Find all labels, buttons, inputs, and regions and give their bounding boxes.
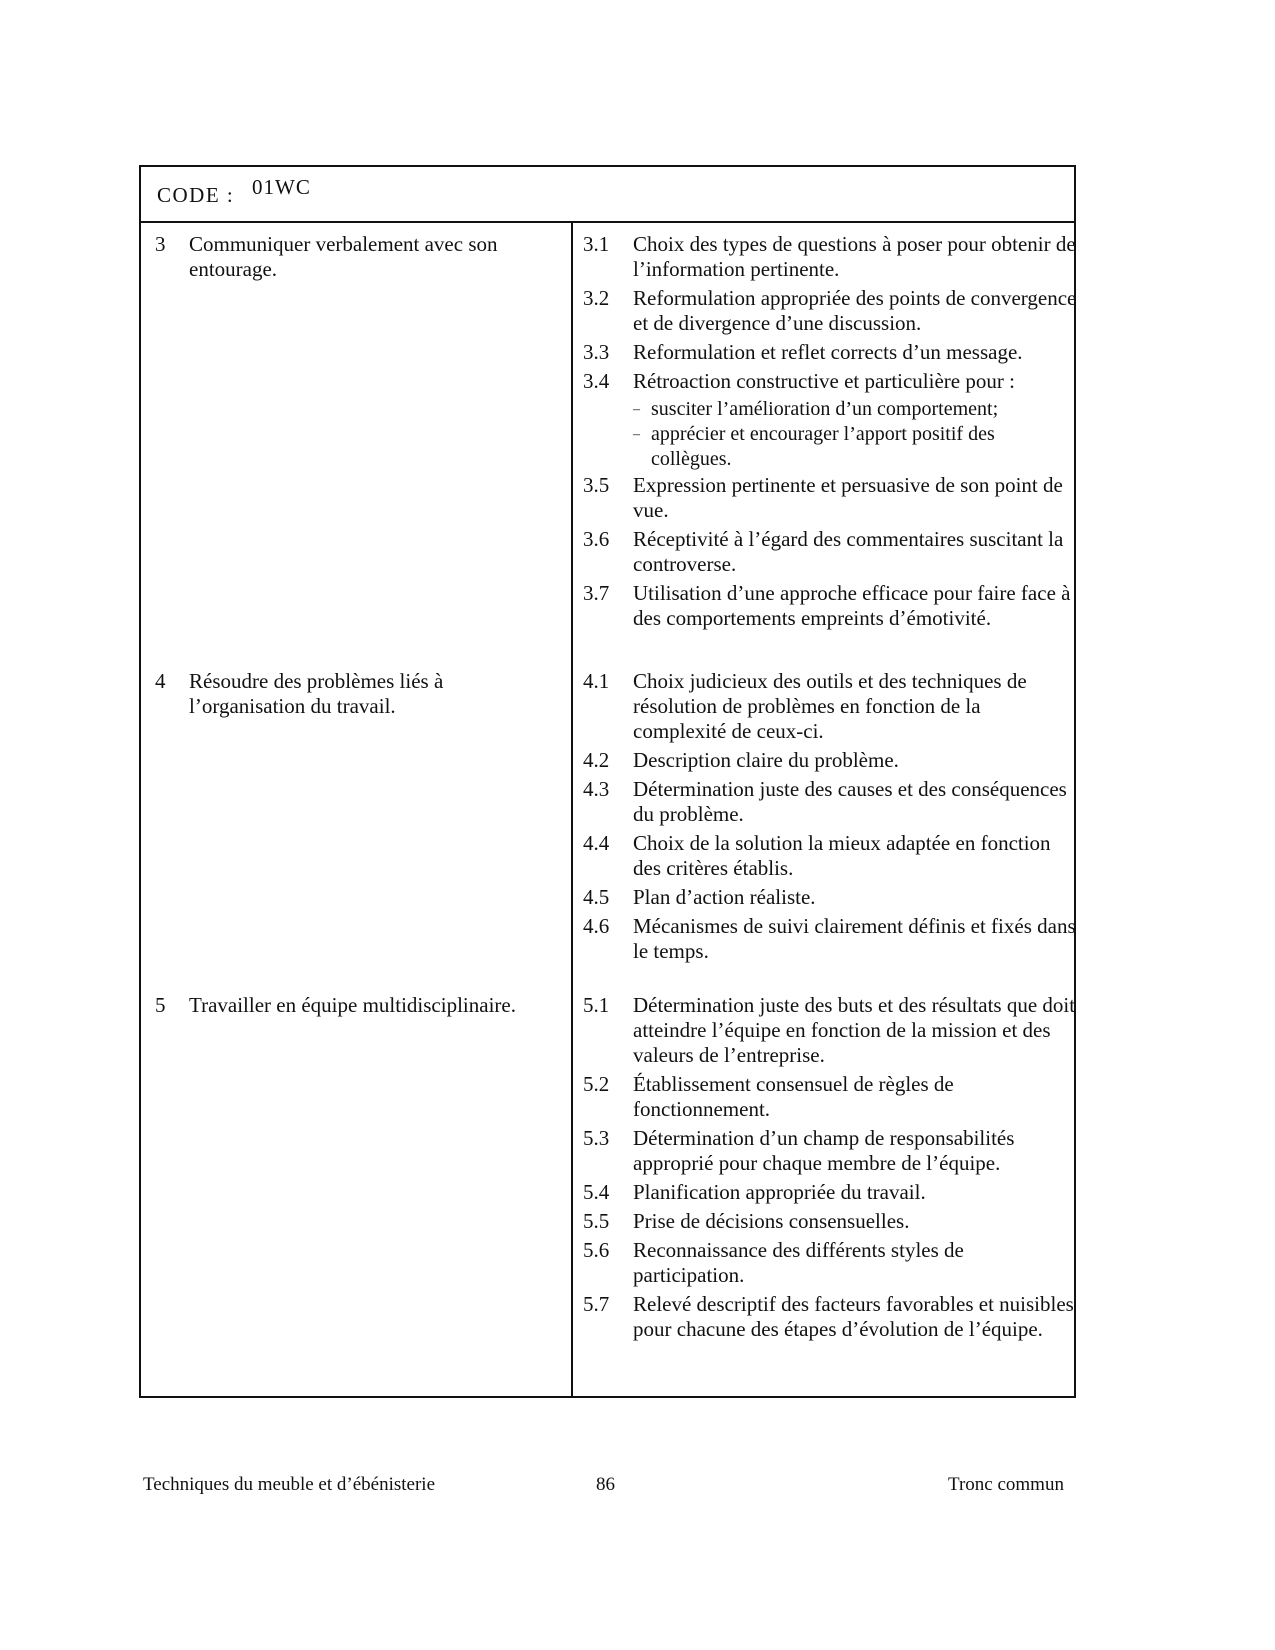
criterion-number: 5.1 — [583, 993, 610, 1017]
criterion-text: Établissement consensuel de règles de fonctionnement. — [633, 1072, 954, 1121]
criterion-number: 3.6 — [583, 527, 610, 551]
criterion-number: 3.3 — [583, 340, 610, 364]
criterion-number: 3.2 — [583, 286, 610, 310]
criterion-number: 5.3 — [583, 1126, 610, 1150]
footer-program-title: Techniques du meuble et d’ébénisterie — [143, 1474, 436, 1495]
criterion-text: Description claire du problème. — [633, 748, 899, 772]
criterion-number: 5.4 — [583, 1180, 610, 1204]
criterion-number: 5.7 — [583, 1292, 610, 1316]
competency-number: 4 — [155, 669, 166, 693]
criterion-text: Choix de la solution la mieux adaptée en fonction des critères établis. — [633, 831, 1051, 880]
criterion-text: Rétroaction constructive et particulière pour : — [633, 369, 1015, 393]
criterion-text: Réceptivité à l’égard des commentaires suscitant la controverse. — [633, 527, 1064, 576]
criterion-text: Prise de décisions consensuelles. — [633, 1209, 910, 1233]
competency-text: Communiquer verbalement avec son entourage. — [189, 232, 498, 281]
criterion-text: Mécanismes de suivi clairement définis et fixés dans le temps. — [633, 914, 1076, 963]
dash-bullet: – — [633, 427, 640, 442]
footer-section: Tronc commun — [948, 1474, 1064, 1495]
competency-number: 5 — [155, 993, 166, 1017]
criterion-number: 4.1 — [583, 669, 610, 693]
subitem-text: apprécier et encourager l’apport positif des collègues. — [651, 423, 995, 470]
criterion-text: Choix judicieux des outils et des techniques de résolution de problèmes en fonction de la complexité de ceux-ci. — [633, 669, 1027, 743]
column-divider — [571, 221, 573, 1398]
criterion-text: Détermination juste des causes et des conséquences du problème. — [633, 777, 1067, 826]
criterion-number: 4.6 — [583, 914, 610, 938]
criterion-number: 5.6 — [583, 1238, 610, 1262]
criterion-number: 4.4 — [583, 831, 610, 855]
footer-page-number: 86 — [596, 1474, 615, 1495]
criterion-number: 3.7 — [583, 581, 610, 605]
criterion-number: 4.2 — [583, 748, 610, 772]
criterion-number: 5.2 — [583, 1072, 610, 1096]
criterion-number: 3.1 — [583, 232, 610, 256]
criterion-number: 4.5 — [583, 885, 610, 909]
criterion-text: Détermination d’un champ de responsabilités approprié pour chaque membre de l’équipe. — [633, 1126, 1015, 1175]
criterion-text: Planification appropriée du travail. — [633, 1180, 926, 1204]
competency-number: 3 — [155, 232, 166, 256]
criterion-text: Expression pertinente et persuasive de son point de vue. — [633, 473, 1063, 522]
criterion-number: 3.5 — [583, 473, 610, 497]
criterion-number: 3.4 — [583, 369, 610, 393]
criterion-text: Relevé descriptif des facteurs favorables et nuisibles pour chacune des étapes d’évolution de l’équipe. — [633, 1292, 1074, 1341]
criterion-number: 4.3 — [583, 777, 610, 801]
criterion-text: Détermination juste des buts et des résultats que doit atteindre l’équipe en fonction de la mission et des valeurs de l’entreprise. — [633, 993, 1076, 1067]
competency-text: Résoudre des problèmes liés à l’organisation du travail. — [189, 669, 444, 718]
criterion-text: Choix des types de questions à poser pour obtenir de l’information pertinente. — [633, 232, 1076, 281]
criterion-text: Reformulation et reflet corrects d’un message. — [633, 340, 1023, 364]
code-label: CODE : — [157, 183, 235, 207]
competency-table — [139, 165, 1076, 1398]
dash-bullet: – — [633, 402, 640, 417]
criterion-number: 5.5 — [583, 1209, 610, 1233]
criterion-text: Reformulation appropriée des points de convergence et de divergence d’une discussion. — [633, 286, 1077, 335]
code-header-row — [141, 167, 1074, 223]
code-value: 01WC — [252, 175, 311, 199]
subitem-text: susciter l’amélioration d’un comportement; — [651, 398, 999, 420]
criterion-text: Reconnaissance des différents styles de participation. — [633, 1238, 964, 1287]
competency-text: Travailler en équipe multidisciplinaire. — [189, 993, 516, 1017]
criterion-text: Plan d’action réaliste. — [633, 885, 816, 909]
criterion-text: Utilisation d’une approche efficace pour faire face à des comportements empreints d’émotivité. — [633, 581, 1071, 630]
